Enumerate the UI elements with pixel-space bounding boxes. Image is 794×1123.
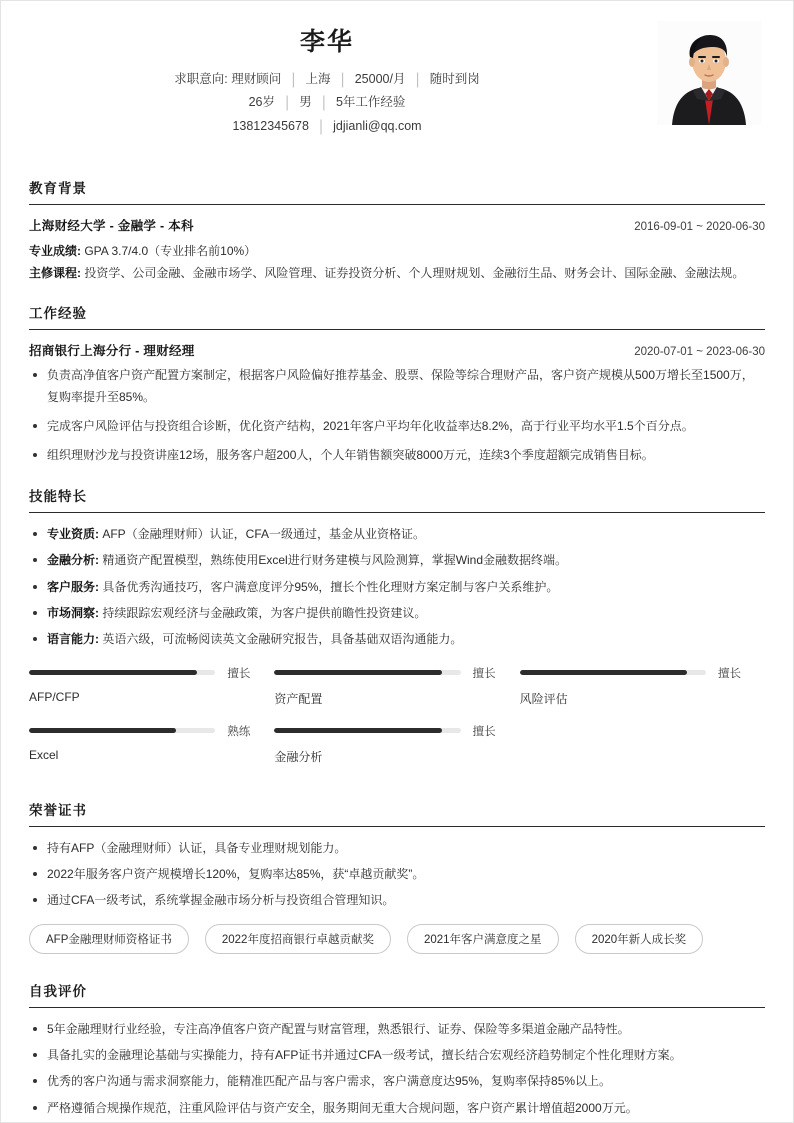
meta-value-phone[interactable]: 13812345678 <box>232 118 309 133</box>
section-divider <box>29 329 765 330</box>
education-detail-gpa <box>29 240 765 262</box>
resume-content <box>1 1 793 1119</box>
skill-text: 英语六级，可流畅阅读英文金融研究报告，具备基础双语沟通能力。 <box>102 632 463 647</box>
section-self-evaluation <box>29 980 765 1119</box>
section-title-summary: 自我评价 <box>29 983 87 999</box>
page-title: 李华 <box>299 28 354 56</box>
skill-bar-track <box>274 670 460 675</box>
skill-bar-grid <box>29 665 765 781</box>
section-divider <box>29 1007 765 1008</box>
skill-label: 专业资质: <box>47 526 99 541</box>
list-item: 通过CFA一级考试，系统掌握金融市场分析与投资组合管理知识。 <box>29 890 765 911</box>
skill-bar-track <box>520 670 706 675</box>
header-text-block <box>29 28 765 135</box>
education-detail-gpa-label: 专业成绩: <box>29 244 81 258</box>
skill-bar-row <box>29 665 250 681</box>
list-item: 优秀的客户沟通与需求洞察能力，能精准匹配产品与客户需求，客户满意度达95%，复购率保持85%以上。 <box>29 1071 765 1092</box>
meta-value-salary: 25000/月 <box>354 71 406 86</box>
skill-bar-level: 擅长 <box>472 667 496 680</box>
meta-line-personal <box>29 93 625 111</box>
skill-bar-name: 风险评估 <box>519 691 568 706</box>
skills-bullet-list <box>29 524 765 651</box>
section-work-experience <box>29 302 765 466</box>
meta-value-age: 26岁 <box>248 95 275 109</box>
education-detail-gpa-text: GPA 3.7/4.0（专业排名前10%） <box>84 244 257 258</box>
meta-separator: | <box>415 69 420 88</box>
skill-bar-row <box>274 723 495 739</box>
skill-bar-fill <box>520 670 688 675</box>
section-skills <box>29 485 765 781</box>
list-item: 持有AFP（金融理财师）认证，具备专业理财规划能力。 <box>29 838 765 859</box>
meta-line-contact <box>29 116 625 135</box>
work-entry-row <box>29 341 765 359</box>
skill-bar-item <box>29 665 274 707</box>
work-bullet-list <box>29 365 765 466</box>
list-item <box>29 577 765 598</box>
skill-bar-item <box>520 665 765 707</box>
resume-header <box>29 17 765 159</box>
skill-bar-level: 擅长 <box>717 667 741 680</box>
list-item <box>29 524 765 545</box>
list-item: 5年金融理财行业经验，专注高净值客户资产配置与财富管理，熟悉银行、证券、保险等多渠道金融产品特性。 <box>29 1019 765 1040</box>
skill-bar-fill <box>274 670 442 675</box>
honors-bullet-list <box>29 838 765 912</box>
skill-bar-name: 资产配置 <box>274 691 323 706</box>
meta-value-gender: 男 <box>299 95 312 109</box>
work-entry-title: 招商银行上海分行 - 理财经理 <box>29 344 195 359</box>
skill-label: 客户服务: <box>47 579 99 594</box>
skill-bar-row <box>520 665 741 681</box>
honors-tag-row <box>29 924 765 962</box>
skill-bar-track <box>29 670 215 675</box>
skill-bar-name: 金融分析 <box>274 749 323 764</box>
honor-tag[interactable]: 2021年客户满意度之星 <box>407 924 559 954</box>
meta-value-email[interactable]: jdjianli@qq.com <box>333 118 422 133</box>
meta-value-position: 理财顾问 <box>231 71 282 86</box>
avatar-portrait-icon <box>657 21 761 125</box>
skill-text: 精通资产配置模型，熟练使用Excel进行财务建模与风险测算，掌握Wind金融数据终端。 <box>102 553 568 568</box>
skill-bar-fill <box>274 728 442 733</box>
section-title-skills: 技能特长 <box>29 488 87 504</box>
skill-bar-fill <box>29 728 176 733</box>
education-detail-courses <box>29 262 765 284</box>
section-divider <box>29 204 765 205</box>
skill-label: 金融分析: <box>47 553 99 568</box>
education-detail-courses-text: 投资学、公司金融、金融市场学、风险管理、证券投资分析、个人理财规划、金融衍生品、财务会计、国际金融、金融法规。 <box>84 266 745 281</box>
section-divider <box>29 826 765 827</box>
summary-bullet-list <box>29 1019 765 1119</box>
meta-value-city: 上海 <box>305 71 331 86</box>
meta-label-objective: 求职意向: <box>174 71 228 86</box>
skill-bar-level: 擅长 <box>472 725 496 738</box>
honor-tag[interactable]: 2022年度招商银行卓越贡献奖 <box>205 924 391 954</box>
education-entry-title: 上海财经大学 - 金融学 - 本科 <box>29 219 194 233</box>
skill-bar-row <box>274 665 495 681</box>
skill-bar-row <box>29 723 250 739</box>
section-education <box>29 177 765 284</box>
skill-bar-level: 熟练 <box>227 725 251 738</box>
work-entry-date: 2020-07-01 ~ 2023-06-30 <box>634 346 765 359</box>
skill-bar-track <box>274 728 460 733</box>
list-item: 严格遵循合规操作规范，注重风险评估与资产安全，服务期间无重大合规问题，客户资产累计增值超2000万元。 <box>29 1098 765 1119</box>
honor-tag[interactable]: 2020年新人成长奖 <box>575 924 704 954</box>
section-title-work: 工作经验 <box>29 306 87 322</box>
skill-label: 语言能力: <box>47 632 99 647</box>
meta-value-experience: 5年工作经验 <box>335 95 406 109</box>
list-item: 组织理财沙龙与投资讲座12场，服务客户超200人，个人年销售额突破8000万元，连续3个季度超额完成销售目标。 <box>29 445 765 466</box>
skill-text: 持续跟踪宏观经济与金融政策，为客户提供前瞻性投资建议。 <box>102 605 427 620</box>
section-title-honors: 荣誉证书 <box>29 802 87 818</box>
education-entry-row <box>29 216 765 234</box>
list-item <box>29 603 765 624</box>
list-item <box>29 550 765 571</box>
list-item: 负责高净值客户资产配置方案制定，根据客户风险偏好推荐基金、股票、保险等综合理财产品，客户资产规模从500万增长至1500万，复购率提升至85%。 <box>29 365 765 408</box>
skill-bar-track <box>29 728 215 733</box>
list-item: 完成客户风险评估与投资组合诊断，优化资产结构，2021年客户平均年化收益率达8.2%，高于行业平均水平1.5个百分点。 <box>29 416 765 437</box>
education-detail-courses-label: 主修课程: <box>29 266 81 281</box>
education-entry-date: 2016-09-01 ~ 2020-06-30 <box>634 221 765 233</box>
skill-bar-name: AFP/CFP <box>29 689 80 704</box>
meta-value-availability: 随时到岗 <box>429 71 480 86</box>
meta-line-objective <box>29 69 625 88</box>
skill-bar-level: 擅长 <box>227 667 251 680</box>
section-honors <box>29 799 765 962</box>
section-title-education: 教育背景 <box>29 181 87 196</box>
section-divider <box>29 512 765 513</box>
meta-separator: | <box>322 93 326 111</box>
meta-separator: | <box>291 69 296 88</box>
meta-separator: | <box>341 69 345 88</box>
skill-bar-item <box>274 665 519 707</box>
skill-bar-item <box>29 723 274 765</box>
avatar <box>657 21 761 125</box>
skill-text: 具备优秀沟通技巧，客户满意度评分95%，擅长个性化理财方案定制与客户关系维护。 <box>102 579 559 594</box>
meta-separator: | <box>319 116 323 135</box>
list-item: 2022年服务客户资产规模增长120%，复购率达85%，获“卓越贡献奖”。 <box>29 864 765 885</box>
skill-label: 市场洞察: <box>47 605 99 620</box>
list-item <box>29 629 765 650</box>
skill-bar-fill <box>29 670 197 675</box>
list-item: 具备扎实的金融理论基础与实操能力，持有AFP证书并通过CFA一级考试，擅长结合宏观经济趋势制定个性化理财方案。 <box>29 1045 765 1066</box>
skill-text: AFP（金融理财师）认证，CFA一级通过，基金从业资格证。 <box>102 526 426 541</box>
honor-tag[interactable]: AFP金融理财师资格证书 <box>29 924 189 954</box>
meta-separator: | <box>285 93 289 111</box>
skill-bar-name: Excel <box>29 747 59 762</box>
skill-bar-item <box>274 723 519 765</box>
